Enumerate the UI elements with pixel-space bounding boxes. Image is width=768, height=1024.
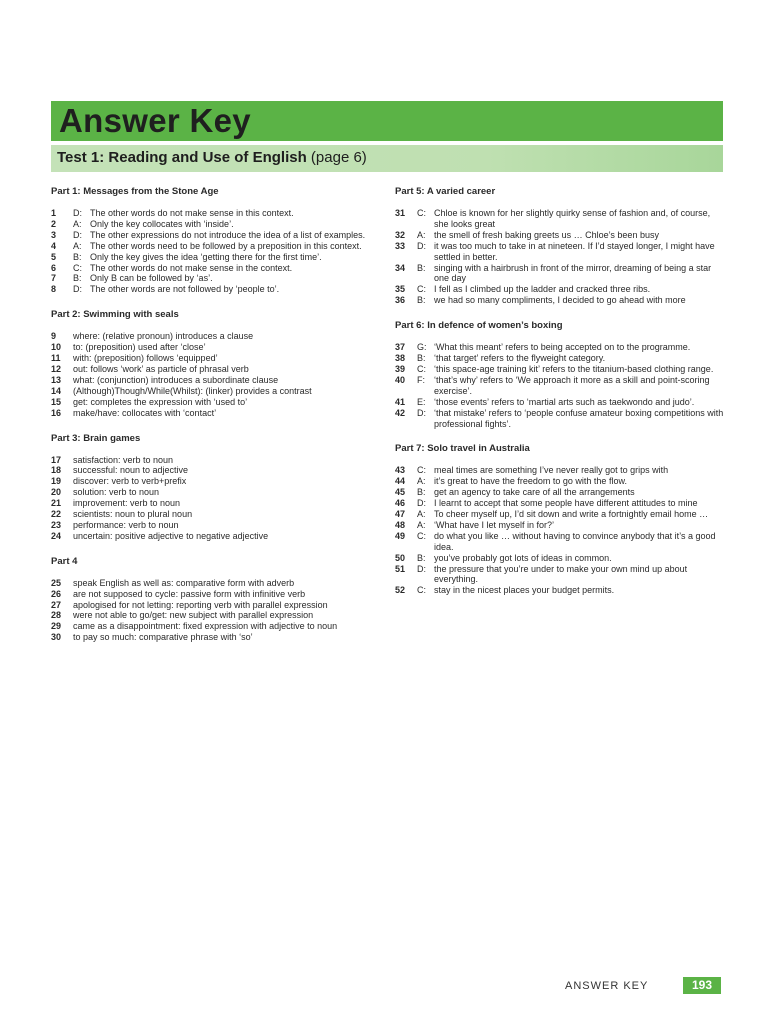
- answer-part: [395, 186, 725, 306]
- part-title: Part 1: Messages from the Stone Age: [51, 186, 219, 197]
- test-page-ref: (page 6): [306, 149, 367, 166]
- answer-explanation: are not supposed to cycle: passive form with infinitive verb: [73, 588, 306, 599]
- answer-letter: B:: [417, 353, 426, 364]
- answer-item: [51, 397, 376, 408]
- test-title: Test 1: Reading and Use of English: [57, 149, 307, 166]
- question-number: 44: [395, 476, 406, 487]
- answer-explanation: (Although)Though/While(Whilst): (linker) provides a contrast: [73, 385, 312, 396]
- answer-explanation: get: completes the expression with ‘used to’: [73, 396, 248, 407]
- answer-item: [51, 331, 376, 342]
- part-title: Part 3: Brain games: [51, 432, 141, 444]
- answer-explanation: The other expressions do not introduce the idea of a list of examples.: [90, 229, 366, 240]
- page-title: Answer Key: [59, 102, 251, 139]
- answer-item: [51, 610, 376, 621]
- answer-explanation: The other words do not make sense in this context.: [90, 208, 294, 218]
- answer-explanation: the smell of fresh baking greets us … Chloe’s been busy: [434, 229, 659, 240]
- answer-explanation: ‘What have I let myself in for?’: [434, 519, 555, 530]
- answer-item: [51, 386, 376, 397]
- answer-item: [395, 295, 725, 306]
- answer-explanation: to: (preposition) used after ‘close’: [73, 342, 206, 353]
- answer-explanation: get an agency to take care of all the arrangements: [434, 487, 635, 498]
- answer-letter: A:: [73, 218, 82, 229]
- question-number: 19: [51, 476, 62, 487]
- answer-item: [51, 632, 376, 643]
- answer-item: [51, 509, 376, 520]
- question-number: 49: [395, 530, 406, 541]
- right-column: [395, 186, 725, 610]
- answer-explanation: improvement: verb to noun: [73, 498, 181, 509]
- answer-item: [51, 465, 376, 476]
- answer-explanation: it’s great to have the freedom to go with the flow.: [434, 476, 627, 487]
- question-number: 32: [395, 229, 406, 240]
- answer-explanation: were not able to go/get: new subject with parallel expression: [73, 610, 314, 621]
- answer-explanation: satisfaction: verb to noun: [73, 454, 174, 465]
- answer-explanation: the pressure that you’re under to make your own mind up about everything.: [434, 563, 688, 585]
- answer-item: [51, 353, 376, 364]
- answer-item: [51, 375, 376, 386]
- question-number: 18: [51, 465, 62, 476]
- answer-explanation: performance: verb to noun: [73, 519, 179, 530]
- answer-item: [51, 520, 376, 531]
- answer-item: [395, 364, 725, 375]
- answer-item: [51, 230, 376, 241]
- answer-explanation: apologised for not letting: reporting verb with parallel expression: [73, 599, 328, 610]
- question-number: 47: [395, 509, 406, 520]
- question-number: 27: [51, 599, 62, 610]
- part-title: Part 7: Solo travel in Australia: [395, 443, 530, 455]
- answer-item: [51, 208, 376, 219]
- answer-explanation: Only the key collocates with ‘inside’.: [90, 218, 234, 229]
- answer-explanation: ‘that target’ refers to the flyweight category.: [434, 353, 606, 364]
- question-number: 22: [51, 509, 62, 520]
- answer-letter: A:: [73, 240, 82, 251]
- answer-letter: D:: [73, 229, 82, 240]
- answer-letter: A:: [417, 519, 426, 530]
- question-number: 33: [395, 240, 406, 251]
- question-number: 30: [51, 632, 62, 643]
- footer-label: ANSWER KEY: [565, 980, 649, 992]
- question-number: 42: [395, 407, 406, 418]
- answer-item: [51, 273, 376, 284]
- answer-explanation: make/have: collocates with ‘contact’: [73, 407, 217, 418]
- question-number: 51: [395, 563, 406, 574]
- answer-part: [51, 556, 376, 643]
- answer-explanation: ‘What this meant’ refers to being accepted on to the programme.: [434, 342, 691, 353]
- answer-item: [51, 621, 376, 632]
- answer-letter: C:: [417, 363, 426, 374]
- answer-part: [51, 186, 376, 295]
- question-number: 46: [395, 498, 406, 509]
- answer-item: [395, 476, 725, 487]
- answer-item: [51, 487, 376, 498]
- question-number: 40: [395, 374, 406, 385]
- page-number-badge: 193: [683, 977, 721, 994]
- part-title: Part 6: In defence of women’s boxing: [395, 320, 563, 332]
- answer-item: [395, 230, 725, 241]
- answer-explanation: do what you like … without having to convince anybody that it’s a good idea.: [434, 530, 716, 552]
- question-number: 45: [395, 487, 406, 498]
- question-number: 35: [395, 284, 406, 295]
- answer-part: [395, 443, 725, 596]
- answer-explanation: The other words are not followed by ‘people to’.: [90, 284, 280, 295]
- answer-item: [395, 208, 725, 230]
- answer-item: [395, 520, 725, 531]
- answer-explanation: ‘those events’ refers to ‘martial arts such as taekwondo and judo’.: [434, 396, 695, 407]
- answer-item: [51, 476, 376, 487]
- answer-item: [395, 375, 725, 397]
- answer-explanation: what: (conjunction) introduces a subordinate clause: [73, 374, 279, 385]
- answer-part: [51, 309, 376, 418]
- question-number: 11: [51, 353, 61, 364]
- answer-item: [395, 564, 725, 586]
- question-number: 34: [395, 262, 406, 273]
- question-number: 25: [51, 577, 62, 588]
- question-number: 29: [51, 621, 62, 632]
- answer-explanation: ‘this space-age training kit’ refers to the titanium-based clothing range.: [434, 363, 714, 374]
- answer-item: [51, 263, 376, 274]
- answer-explanation: The other words need to be followed by a preposition in this context.: [90, 240, 362, 251]
- answer-explanation: To cheer myself up, I’d sit down and write a fortnightly email home …: [434, 509, 709, 520]
- answer-explanation: where: (relative pronoun) introduces a clause: [73, 331, 254, 342]
- answer-item: [395, 263, 725, 285]
- answer-item: [395, 408, 725, 430]
- answer-item: [395, 585, 725, 596]
- answer-explanation: successful: noun to adjective: [73, 465, 189, 476]
- answer-letter: A:: [417, 509, 426, 520]
- section-header: [51, 145, 723, 172]
- answer-item: [51, 219, 376, 230]
- question-number: 48: [395, 519, 406, 530]
- answer-item: [395, 353, 725, 364]
- answer-item: [51, 284, 376, 295]
- answer-letter: D:: [73, 284, 82, 295]
- left-column: [51, 186, 376, 657]
- question-number: 7: [51, 273, 57, 284]
- answer-letter: A:: [417, 229, 426, 240]
- answer-part: [51, 433, 376, 542]
- answer-explanation: ‘that mistake’ refers to ‘people confuse amateur boxing competitions with professional fights’.: [434, 407, 724, 429]
- answer-explanation: it was too much to take in at nineteen. If I’d stayed longer, I might have settled in better.: [434, 240, 715, 262]
- answer-item: [51, 531, 376, 542]
- answer-item: [51, 455, 376, 466]
- answer-explanation: Chloe is known for her slightly quirky sense of fashion and, of course, she looks great: [434, 208, 711, 229]
- question-number: 3: [51, 229, 57, 240]
- answer-explanation: I fell as I climbed up the ladder and cracked three ribs.: [434, 284, 651, 295]
- question-number: 41: [395, 396, 406, 407]
- question-number: 10: [51, 342, 62, 353]
- answer-item: [51, 241, 376, 252]
- question-number: 24: [51, 530, 62, 541]
- answer-explanation: uncertain: positive adjective to negative adjective: [73, 530, 269, 541]
- answer-letter: D:: [417, 407, 426, 418]
- answer-item: [395, 487, 725, 498]
- answer-letter: B:: [417, 295, 426, 306]
- answer-item: [51, 589, 376, 600]
- question-number: 1: [51, 208, 57, 218]
- answer-letter: B:: [73, 251, 82, 262]
- answer-explanation: discover: verb to verb+prefix: [73, 476, 187, 487]
- question-number: 36: [395, 295, 406, 306]
- answer-item: [51, 342, 376, 353]
- answer-item: [51, 600, 376, 611]
- question-number: 21: [51, 498, 62, 509]
- question-number: 38: [395, 353, 406, 364]
- answer-item: [395, 498, 725, 509]
- answer-item: [51, 364, 376, 375]
- answer-letter: C:: [417, 585, 426, 596]
- question-number: 39: [395, 363, 406, 374]
- answer-explanation: out: follows ‘work’ as particle of phrasal verb: [73, 363, 249, 374]
- answer-letter: B:: [417, 552, 426, 563]
- question-number: 26: [51, 588, 62, 599]
- question-number: 13: [51, 374, 62, 385]
- question-number: 4: [51, 240, 57, 251]
- answer-explanation: ‘that’s why’ refers to ‘We approach it more as a skill and point-scoring exercise’.: [434, 374, 710, 396]
- question-number: 50: [395, 552, 406, 563]
- section-title: [57, 149, 367, 166]
- question-number: 6: [51, 262, 57, 273]
- answer-explanation: Only B can be followed by ‘as’.: [90, 273, 213, 284]
- answer-item: [51, 408, 376, 419]
- answer-explanation: speak English as well as: comparative form with adverb: [73, 577, 295, 588]
- answer-letter: F:: [417, 374, 425, 385]
- answer-letter: C:: [417, 208, 426, 218]
- part-title: Part 2: Swimming with seals: [51, 309, 179, 321]
- question-number: 2: [51, 218, 57, 229]
- part-title: Part 4: [51, 555, 78, 567]
- answer-explanation: to pay so much: comparative phrase with ‘so’: [73, 632, 253, 643]
- title-banner: [51, 101, 723, 141]
- answer-letter: G:: [417, 342, 427, 353]
- answer-item: [395, 241, 725, 263]
- answer-letter: B:: [417, 487, 426, 498]
- answer-letter: B:: [73, 273, 82, 284]
- answer-explanation: you’ve probably got lots of ideas in common.: [434, 552, 612, 563]
- question-number: 52: [395, 585, 406, 596]
- question-number: 31: [395, 208, 406, 218]
- answer-explanation: we had so many compliments, I decided to go ahead with more: [434, 295, 686, 306]
- answer-explanation: The other words do not make sense in the context.: [90, 262, 293, 273]
- answer-item: [395, 531, 725, 553]
- question-number: 23: [51, 519, 62, 530]
- answer-letter: C:: [417, 284, 426, 295]
- question-number: 16: [51, 407, 62, 418]
- question-number: 5: [51, 251, 57, 262]
- answer-letter: D:: [417, 240, 426, 251]
- answer-explanation: singing with a hairbrush in front of the mirror, dreaming of being a star one day: [434, 262, 712, 284]
- answer-item: [51, 498, 376, 509]
- answer-part: [395, 320, 725, 429]
- question-number: 43: [395, 465, 406, 476]
- answer-explanation: scientists: noun to plural noun: [73, 509, 193, 520]
- answer-explanation: meal times are something I’ve never really got to grips with: [434, 465, 669, 476]
- question-number: 17: [51, 454, 62, 465]
- answer-letter: C:: [417, 465, 426, 476]
- answer-letter: A:: [417, 476, 426, 487]
- question-number: 9: [51, 331, 57, 342]
- question-number: 15: [51, 396, 62, 407]
- part-title: Part 5: A varied career: [395, 186, 496, 197]
- answer-explanation: stay in the nicest places your budget permits.: [434, 585, 615, 596]
- answer-explanation: I learnt to accept that some people have different attitudes to mine: [434, 498, 698, 509]
- answer-explanation: with: (preposition) follows ‘equipped’: [73, 353, 218, 364]
- question-number: 14: [51, 385, 62, 396]
- answer-letter: D:: [417, 498, 426, 509]
- answer-explanation: Only the key gives the idea ‘getting there for the first time’.: [90, 251, 322, 262]
- answer-item: [395, 284, 725, 295]
- answer-explanation: came as a disappointment: fixed expression with adjective to noun: [73, 621, 338, 632]
- answer-letter: D:: [417, 563, 426, 574]
- answer-letter: C:: [73, 262, 82, 273]
- question-number: 12: [51, 363, 62, 374]
- answer-item: [395, 553, 725, 564]
- answer-item: [395, 397, 725, 408]
- answer-item: [395, 509, 725, 520]
- answer-item: [51, 578, 376, 589]
- answer-item: [395, 342, 725, 353]
- answer-item: [395, 465, 725, 476]
- answer-letter: C:: [417, 530, 426, 541]
- question-number: 8: [51, 284, 57, 295]
- answer-explanation: solution: verb to noun: [73, 487, 160, 498]
- question-number: 37: [395, 342, 406, 353]
- answer-item: [51, 252, 376, 263]
- answer-letter: B:: [417, 262, 426, 273]
- answer-letter: D:: [73, 208, 82, 218]
- question-number: 20: [51, 487, 62, 498]
- answer-letter: E:: [417, 396, 426, 407]
- question-number: 28: [51, 610, 62, 621]
